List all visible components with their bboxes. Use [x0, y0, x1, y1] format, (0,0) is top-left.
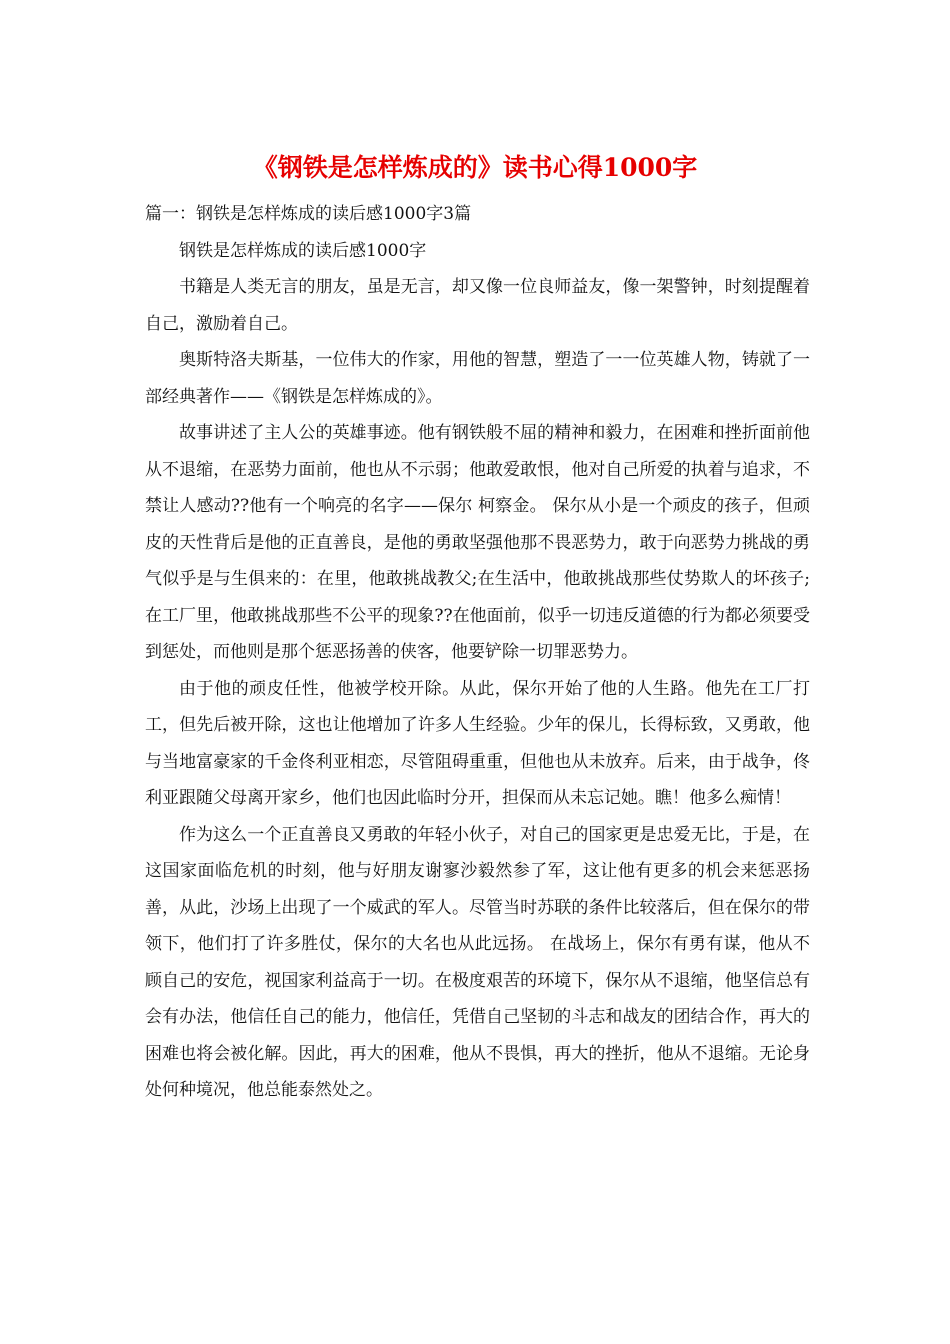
document-body — [145, 196, 810, 1109]
paragraph: 作为这么一个正直善良又勇敢的年轻小伙子，对自己的国家更是忠爱无比，于是，在这国家面临危机的时刻，他与好朋友谢寥沙毅然参了军，这让他有更多的机会来惩恶扬善，从此，沙场上出现了一个威武的军人。尽管当时苏联的条件比较落后，但在保尔的带领下，他们打了许多胜仗，保尔的大名也从此远扬。 在战场上，保尔有勇有谋，他从不顾自己的安危，视国家利益高于一切。在极度艰苦的环境下，保尔从不退缩，他坚信总有会有办法，他信任自己的能力，他信任，凭借自己坚韧的斗志和战友的团结合作，再大的困难也将会被化解。因此，再大的困难，他从不畏惧，再大的挫折，他从不退缩。无论身处何种境况，他总能泰然处之。 — [145, 824, 810, 1100]
paragraph: 故事讲述了主人公的英雄事迹。他有钢铁般不屈的精神和毅力，在困难和挫折面前他从不退缩，在恶势力面前，他也从不示弱；他敢爱敢恨，他对自己所爱的执着与追求，不禁让人感动??他有一个响亮的名字——保尔 柯察金。 保尔从小是一个顽皮的孩子，但顽皮的天性背后是他的正直善良，是他的勇敢坚强他那不畏恶势力，敢于向恶势力挑战的勇气似乎是与生俱来的：在里，他敢挑战教父;在生活中，他敢挑战那些仗势欺人的坏孩子;在工厂里，他敢挑战那些不公平的现象??在他面前，似乎一切违反道德的行为都必须要受到惩处，而他则是那个惩恶扬善的侠客，他要铲除一切罪恶势力。 — [145, 423, 810, 662]
paragraph: 由于他的顽皮任性，他被学校开除。从此，保尔开始了他的人生路。他先在工厂打工，但先后被开除，这也让他增加了许多人生经验。少年的保儿，长得标致，又勇敢，他与当地富豪家的千金佟利亚相恋，尽管阻碍重重，但他也从未放弃。后来，由于战争，佟利亚跟随父母离开家乡，他们也因此临时分开，担保而从未忘记她。瞧！他多么痴情！ — [145, 678, 810, 808]
paragraph: 书籍是人类无言的朋友，虽是无言，却又像一位良师益友，像一架警钟，时刻提醒着自己，激励着自己。 — [145, 277, 810, 334]
section-heading: 篇一：钢铁是怎样炼成的读后感1000字3篇 — [145, 204, 472, 224]
document-title: 《钢铁是怎样炼成的》读书心得1000字 — [252, 153, 698, 182]
paragraph: 奥斯特洛夫斯基，一位伟大的作家，用他的智慧，塑造了一一位英雄人物，铸就了一部经典著作——《钢铁是怎样炼成的》。 — [145, 350, 810, 407]
essay-subtitle: 钢铁是怎样炼成的读后感1000字 — [179, 240, 427, 261]
